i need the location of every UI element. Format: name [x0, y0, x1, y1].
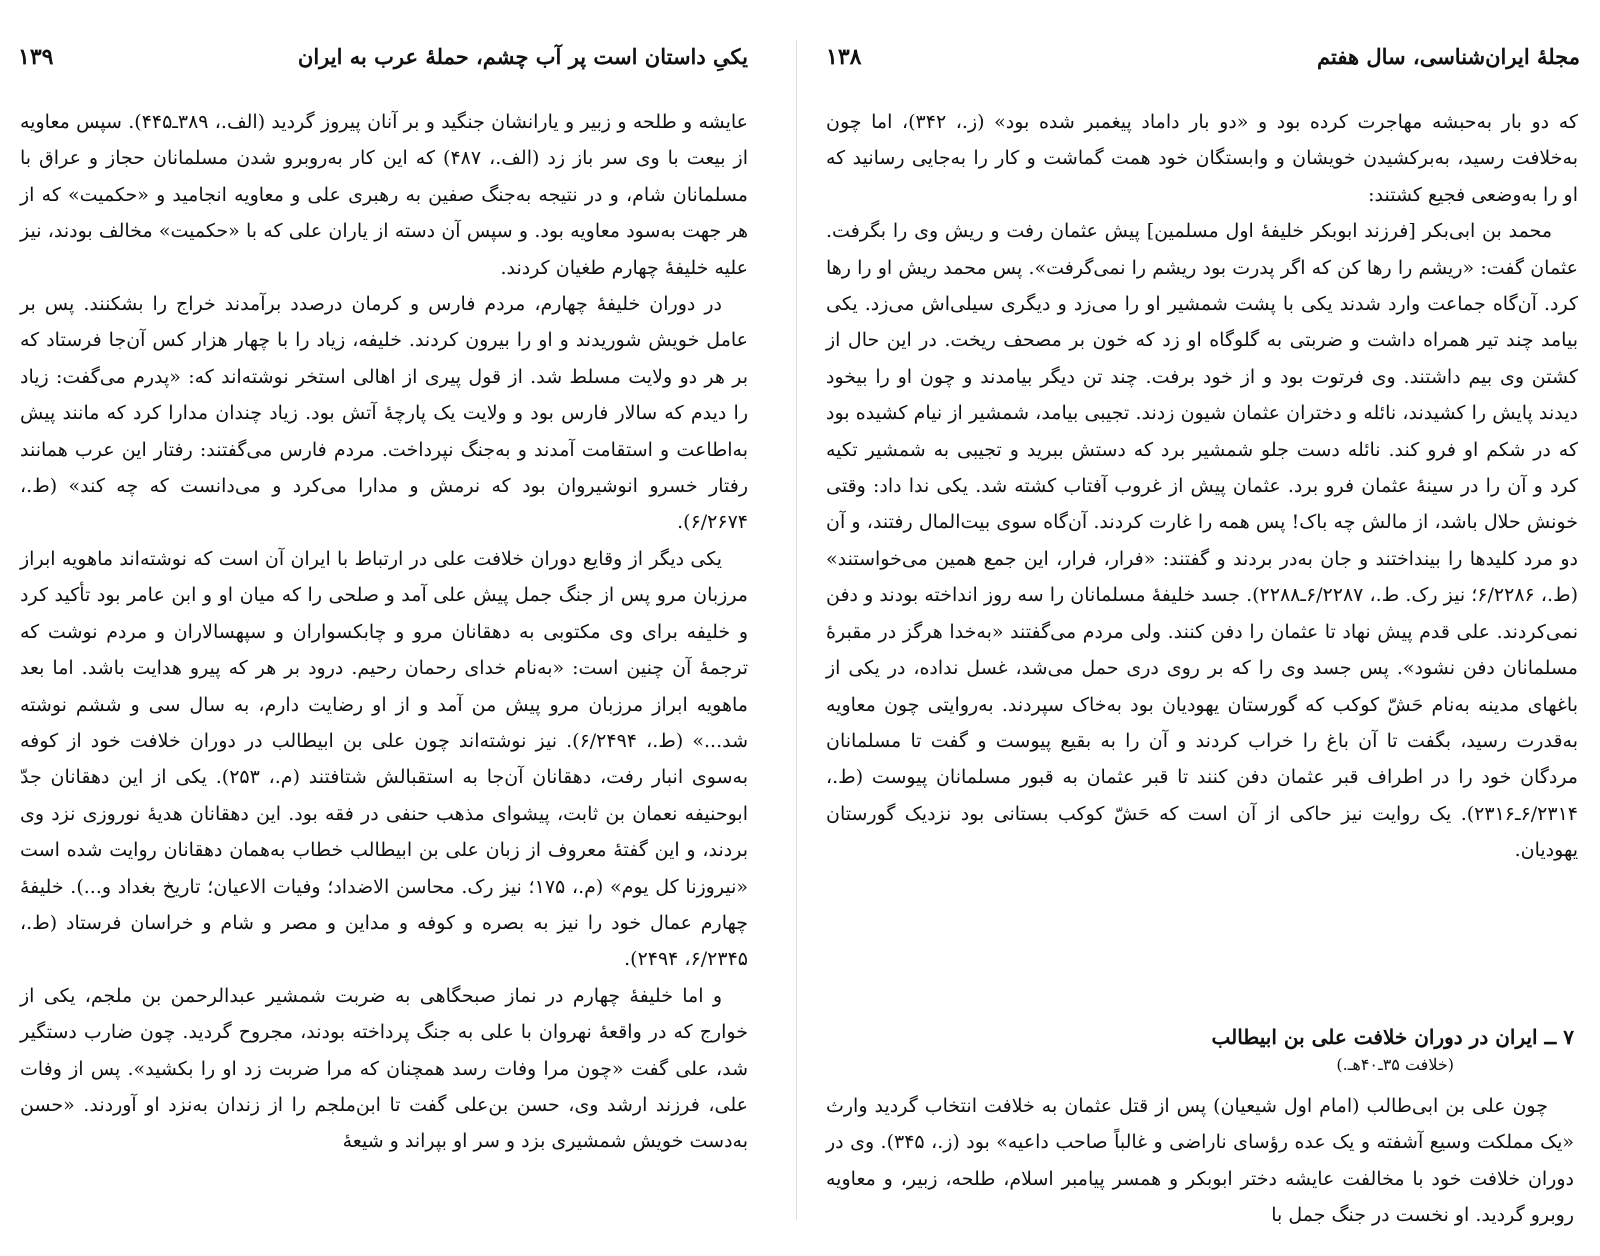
paragraph: چون علی بن ابی‌طالب (امام اول شیعیان) پس از قتل عثمان به خلافت انتخاب گردید وارث «یک مملکت وسیع آشفته و یک عده رؤسای ناراضی و غالباً صاحب داعیه» بود (ز.، ۳۴۵). وی در دوران خلافت خود با مخالفت عایشه دختر ابوبکر و همسر پیامبر اسلام، طلحه، زبیر، و معاویه روبرو گردید. او نخست در جنگ جمل با	[826, 1095, 1574, 1227]
section-heading: ۷ ــ ایران در دوران خلافت علی بن ابیطالب	[1211, 1025, 1574, 1049]
paragraph: عایشه و طلحه و زبیر و یارانشان جنگید و بر آنان پیروز گردید (الف.، ۳۸۹ـ۴۴۵). سپس معاویه از بیعت با وی سر باز زد (الف.، ۴۸۷) که این کار به‌روبرو شدن مسلمانان حجاز و عراق با مسلمانان شام، و در نتیجه به‌جنگ صفین به رهبری علی و معاویه انجامید و «حکمیت» که از هر جهت به‌سود معاویه بود. و سپس آن دسته از یاران علی که با «حکمیت» مخالف بودند، نیز علیه خلیفهٔ چهارم طغیان کردند.	[20, 111, 748, 279]
section-subheading: (خلافت ۳۵ـ۴۰هـ.)	[1336, 1055, 1454, 1074]
section-body	[826, 1088, 1574, 1234]
paragraph: و اما خلیفهٔ چهارم در نماز صبحگاهی به ضربت شمشیر عبدالرحمن بن ملجم، یکی از خوارج که در واقعهٔ نهروان با علی به جنگ پرداخته بودند، مجروح گردید. چون ضارب دستگیر شد، علی گفت «چون مرا وفات رسد همچنان که مرا ضربت زد او را بکشید». پس از وفات علی، فرزند ارشد وی، حسن بن‌علی گفت تا ابن‌ملجم را از زندان به‌نزد او آوردند. «حسن به‌دست خویش شمشیری بزد و سر او بپراند و شیعهٔ	[20, 984, 748, 1153]
page-number: ۱۳۸	[826, 44, 862, 70]
left-page-header	[18, 42, 748, 78]
paragraph: یکی دیگر از وقایع دوران خلافت علی در ارتباط با ایران آن است که نوشته‌اند ماهویه ابراز مرزبان مرو پس از جنگ جمل پیش علی آمد و صلحی را که میان او و ابن عامر بود تأکید کرد و خلیفه برای وی مکتوبی به دهقانان مرو و چابکسواران و سپهسالاران و مردم نوشت که ترجمهٔ آن چنین است: «به‌نام خدای رحمان رحیم. درود بر هر که پیرو هدایت باشد. اما بعد ماهویه ابراز مرزبان مرو پیش من آمد و از او رضایت دارم، به سال سی و ششم نوشته شد...» (ط.، ۶/۲۴۹۴). نیز نوشته‌اند چون علی بن ابیطالب در دوران خلافت خود از کوفه به‌سوی انبار رفت، دهقانان آن‌جا به استقبالش شتافتند (م.، ۲۵۳). یکی از این دهقانان جدّ ابوحنیفه نعمان بن ثابت، پیشوای مذهب حنفی در فقه بود. این دهقانان هدیهٔ نوروزی نزد وی بردند، و این گفتهٔ معروف از زبان علی بن ابیطالب خطاب به‌همان دهقانان روایت شده است «نیروزنا کل یوم» (م.، ۱۷۵؛ نیز رک. محاسن الاضداد؛ وفیات الاعیان؛ تاریخ بغداد و...). خلیفهٔ چهارم عمال خود را نیز به بصره و کوفه و مداین و مصر و شام و خراسان فرستاد (ط.، ۶/۲۳۴۵، ۲۴۹۴).	[20, 547, 749, 971]
paragraph: در دوران خلیفهٔ چهارم، مردم فارس و کرمان درصدد برآمدند خراج را بشکنند. پس بر عامل خویش شوریدند و او را بیرون کردند. خلیفه، زیاد را با چهار هزار کس آن‌جا فرستاد که بر هر دو ولایت مسلط شد. از قول پیری از اهالی استخر نوشته‌اند که: «پدرم می‌گفت: زیاد را دیدم که سالار فارس بود و ولایت یک پارچهٔ آتش بود. زیاد چندان مدارا کرد که مانند پیش به‌اطاعت و استقامت آمدند و به‌جنگ نپرداخت. مردم فارس می‌گفتند: رفتار این عرب همانند رفتار خسرو انوشیروان بود که نرمش و مدارا می‌کرد و می‌دانست که چه کند» (ط.، ۶/۲۶۷۴).	[20, 293, 748, 534]
left-page-body	[20, 104, 748, 1160]
running-title: مجلهٔ ایران‌شناسی، سال هفتم	[1317, 44, 1580, 69]
paragraph: محمد بن ابی‌بکر [فرزند ابوبکر خلیفهٔ اول مسلمین] پیش عثمان رفت و ریش وی را بگرفت. عثمان گفت: «ریشم را رها کن که اگر پدرت بود ریشم را نمی‌گرفت». پس محمد ریش او را رها کرد. آن‌گاه جماعت وارد شدند یکی با پشت شمشیر او را می‌زد و دیگری سیلی‌اش می‌زد. یکی بیامد چند تیر همراه داشت و ضربتی به گلوگاه او زد که خون بر مصحف ریخت. در این حال از کشتن وی بیم داشتند. وی فرتوت بود و از خود برفت. چند تن دیگر بیامدند و چون او را بیخود دیدند پایش را کشیدند، نائله و دختران عثمان شیون زدند. تجیبی بیامد، شمشیر از نیام کشیده بود که در شکم او فرو کند. نائله دست جلو شمشیر برد که دستش ببرید و تجیبی به شمشیر تکیه کرد و آن را در سینهٔ عثمان فرو برد. عثمان پیش از غروب آفتاب کشته شد. یکی ندا داد: وقتی خونش حلال باشد، از مالش چه باک! پس همه را غارت کردند. آن‌گاه سوی بیت‌المال رفتند، و آن دو مرد کلیدها را بینداختند و جان به‌در بردند و گفتند: «فرار، فرار، این جمع همین می‌خواستند» (ط.، ۶/۲۲۸۶؛ نیز رک. ط.، ۶/۲۲۸۷ـ۲۲۸۸). جسد خلیفهٔ مسلمانان را سه روز انداخته بودند و دفن نمی‌کردند. علی قدم پیش نهاد تا عثمان را دفن کنند. ولی مردم می‌گفتند «به‌خدا هرگز در مقبرهٔ مسلمانان دفن نشود». پس جسد وی را که بر روی دری حمل می‌شد، غسل نداده، در یکی از باغهای مدینه به‌نام حَشّ کوکب که گورستان یهودیان بود به‌خاک سپردند. به‌روایتی چون معاویه به‌قدرت رسید، بگفت تا آن باغ را خراب کردند و آن را به بقیع پیوست و گفت تا مسلمانان مردگان خود را در اطراف قبر عثمان دفن کنند تا قبر عثمان به قبور مسلمانان پیوست (ط.، ۶/۲۳۱۴ـ۲۳۱۶). یک روایت نیز حاکی از آن است که حَشّ کوکب بستانی بود نزدیک گورستان یهودیان.	[826, 220, 1578, 862]
right-page	[812, 0, 1600, 1256]
paragraph: که دو بار به‌حبشه مهاجرت کرده بود و «دو بار داماد پیغمبر شده بود» (ز.، ۳۴۲)، اما چون به‌خلافت رسید، به‌برکشیدن خویشان و وابستگان خود همت گماشت و کار را به‌جایی رسانید که او را به‌وضعی فجیع کشتند:	[826, 111, 1578, 206]
right-page-header	[826, 42, 1580, 78]
left-page	[0, 0, 772, 1256]
running-title: یکیِ داستان است پر آب چشم، حملهٔ عرب به ایران	[297, 44, 748, 69]
page-number: ۱۳۹	[18, 44, 54, 70]
page-gutter	[796, 40, 797, 1220]
section-7	[826, 1022, 1574, 1234]
right-page-body	[826, 104, 1578, 869]
